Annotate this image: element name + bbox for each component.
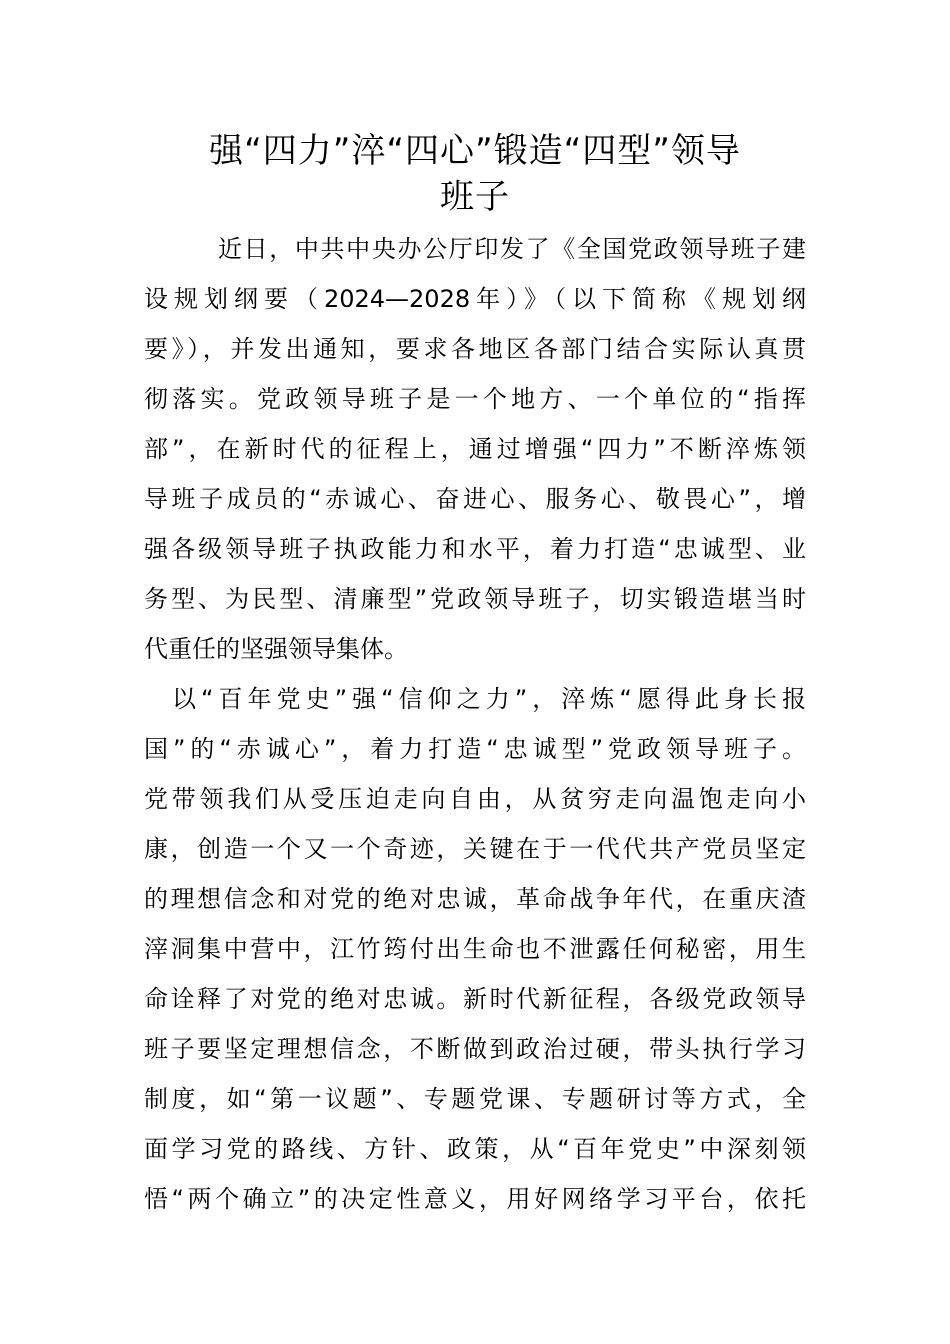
text-line: 康，创造一个又一个奇迹，关键在于一代代共产党员坚定	[144, 835, 806, 863]
title-line-2: 班子	[440, 177, 510, 217]
document-title	[140, 128, 810, 220]
text-line: 务型、为民型、清廉型”党政领导班子，切实锻造堪当时	[144, 585, 806, 613]
text-line: 国”的“赤诚心”，着力打造“忠诚型”党政领导班子。	[144, 735, 806, 763]
text-line: 近日，中共中央办公厅印发了《全国党政领导班子建	[218, 235, 806, 263]
text-line: 强各级领导班子执政能力和水平，着力打造“忠诚型、业	[144, 535, 806, 563]
text-line: 命诠释了对党的绝对忠诚。新时代新征程，各级党政领导	[144, 985, 806, 1013]
text-line: 以“百年党史”强“信仰之力”，淬炼“愿得此身长报	[172, 685, 806, 713]
text-line: 党带领我们从受压迫走向自由，从贫穷走向温饱走向小	[144, 785, 806, 813]
text-line: 设规划纲要（2024—2028年）》（以下简称《规划纲	[144, 285, 806, 313]
text-line: 制度，如“第一议题”、专题党课、专题研讨等方式，全	[144, 1085, 806, 1113]
text-line: 滓洞集中营中，江竹筠付出生命也不泄露任何秘密，用生	[144, 935, 806, 963]
text-line: 代重任的坚强领导集体。	[144, 635, 408, 663]
text-line: 面学习党的路线、方针、政策，从“百年党史”中深刻领	[144, 1135, 806, 1163]
text-line: 悟“两个确立”的决定性意义，用好网络学习平台，依托	[144, 1185, 806, 1213]
text-line: 要》），并发出通知，要求各地区各部门结合实际认真贯	[144, 335, 806, 363]
text-line: 彻落实。党政领导班子是一个地方、一个单位的“指挥	[144, 385, 806, 413]
text-line: 导班子成员的“赤诚心、奋进心、服务心、敬畏心”，增	[144, 485, 806, 513]
text-line: 班子要坚定理想信念，不断做到政治过硬，带头执行学习	[144, 1035, 806, 1063]
text-line: 部”，在新时代的征程上，通过增强“四力”不断淬炼领	[144, 435, 806, 463]
text-line: 的理想信念和对党的绝对忠诚，革命战争年代，在重庆渣	[144, 885, 806, 913]
title-line-1: 强“四力”淬“四心”锻造“四型”领导	[209, 131, 741, 171]
